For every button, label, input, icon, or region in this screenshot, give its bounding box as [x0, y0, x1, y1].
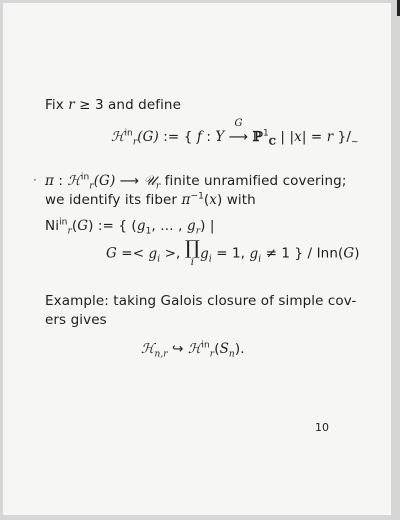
example-text-line1: Example: taking Galois closure of simple cov-	[45, 293, 357, 309]
slide-page	[3, 3, 391, 515]
covering-statement: π : ℋ$^{in}_r$(G) ⟶ 𝒰$_r$ finite unramified covering;	[45, 172, 347, 192]
bullet-mark: ·	[33, 173, 37, 187]
page-number: 10	[315, 421, 329, 434]
hurwitz-definition: ℋ$^{in}_r$(G) := { f : Y G ⟶ ℙ$^1_ℂ$ | |x| = r }$/_\sim$	[111, 118, 359, 148]
example-text-line2: ers gives	[45, 312, 107, 328]
intro-text: Fix r ≥ 3 and define	[45, 97, 181, 113]
product-symbol: ∏ i	[184, 237, 201, 268]
nielsen-definition-line1: $Ni^{in}_r(G)$ := { ($g_1$, … , $g_r$) |	[45, 217, 215, 237]
fiber-statement: we identify its fiber $\pi^{-1}(x)$ with	[45, 191, 256, 208]
nielsen-definition-line2: $G =< g_i$ >, ∏ i $g_i = 1$, $g_i \ne 1$ } / Inn(G)	[106, 237, 360, 268]
embedding-formula: ℋ$_{n,r}$ ↪ $ℋ^{in}_r(S_n)$.	[141, 340, 245, 360]
